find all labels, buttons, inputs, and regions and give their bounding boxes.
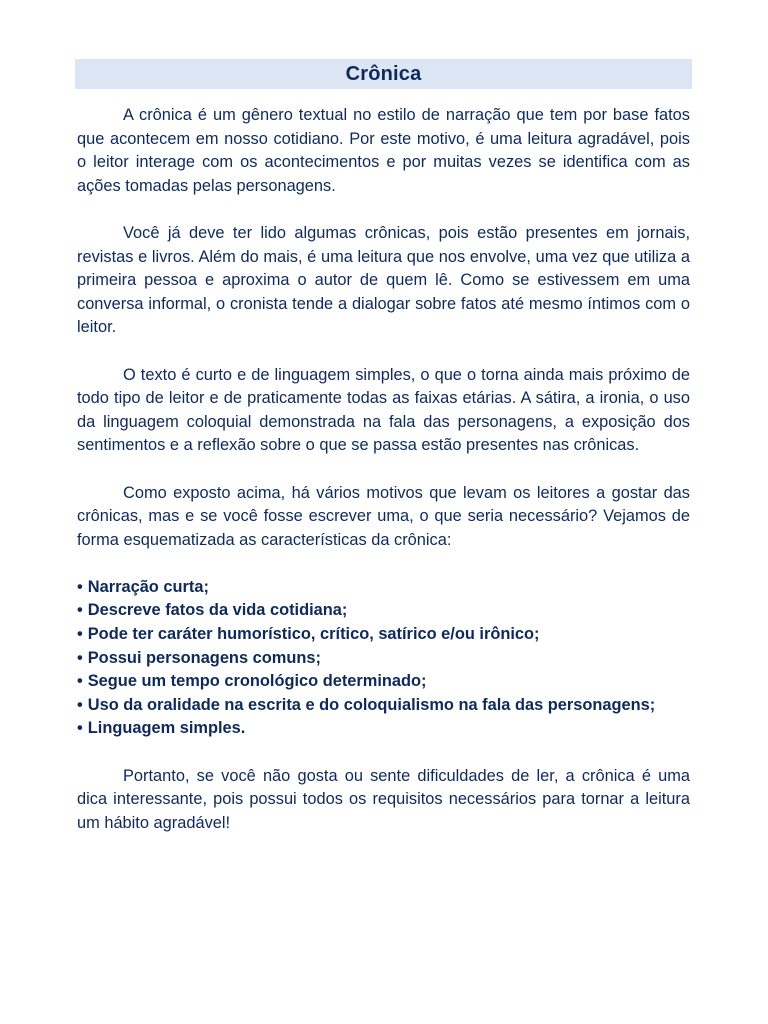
list-item (77, 717, 690, 741)
bullet-glyph: • (77, 577, 83, 596)
paragraph-2: Você já deve ter lido algumas crônicas, pois estão presentes em jornais, revistas e livros. Além do mais, é uma leitura que nos envolve, uma vez que utiliza a primeira pessoa e aproxima o autor de quem lê. Como se estivessem em uma conversa informal, o cronista tende a dialogar sobre fatos até mesmo íntimos com o leitor. (77, 223, 690, 337)
bullet-glyph: • (77, 625, 83, 644)
bullet-glyph: • (77, 695, 83, 714)
list-item-text: Narração curta; (87, 577, 209, 596)
paragraph-1: A crônica é um gênero textual no estilo de narração que tem por base fatos que acontecem em nosso cotidiano. Por este motivo, é uma leitura agradável, pois o leitor interage com os acontecimentos e por muitas vezes se identifica com as ações tomadas pelas personagens. (77, 106, 690, 195)
list-item (77, 647, 690, 671)
list-item-text: Possui personagens comuns; (87, 648, 321, 667)
document-title: Crônica (345, 62, 422, 85)
bullet-glyph: • (77, 672, 83, 691)
bullet-glyph: • (77, 719, 83, 738)
title-bar (75, 59, 692, 89)
list-item (77, 599, 690, 623)
bullet-glyph: • (77, 601, 83, 620)
characteristics-list (77, 576, 690, 741)
list-item (77, 670, 690, 694)
paragraph-4: Como exposto acima, há vários motivos que levam os leitores a gostar das crônicas, mas e se você fosse escrever uma, o que seria necessário? Vejamos de forma esquematizada as características da crônica: (77, 483, 690, 549)
list-item-text: Pode ter caráter humorístico, crítico, satírico e/ou irônico; (87, 625, 540, 644)
list-item-text: Linguagem simples. (87, 719, 246, 738)
list-item-text: Uso da oralidade na escrita e do coloquialismo na fala das personagens; (87, 695, 656, 714)
closing-paragraph: Portanto, se você não gosta ou sente dificuldades de ler, a crônica é uma dica interessante, pois possui todos os requisitos necessários para tornar a leitura um hábito agradável! (77, 766, 690, 832)
list-item (77, 694, 690, 718)
list-item (77, 576, 690, 600)
list-item-text: Descreve fatos da vida cotidiana; (87, 601, 348, 620)
list-item-text: Segue um tempo cronológico determinado; (87, 672, 427, 691)
bullet-glyph: • (77, 648, 83, 667)
list-item (77, 623, 690, 647)
paragraph-3: O texto é curto e de linguagem simples, o que o torna ainda mais próximo de todo tipo de leitor e de praticamente todas as faixas etárias. A sátira, a ironia, o uso da linguagem coloquial demonstrada na fala das personagens, a exposição dos sentimentos e a reflexão sobre o que se passa estão presentes nas crônicas. (77, 365, 690, 455)
document-body (77, 104, 690, 859)
